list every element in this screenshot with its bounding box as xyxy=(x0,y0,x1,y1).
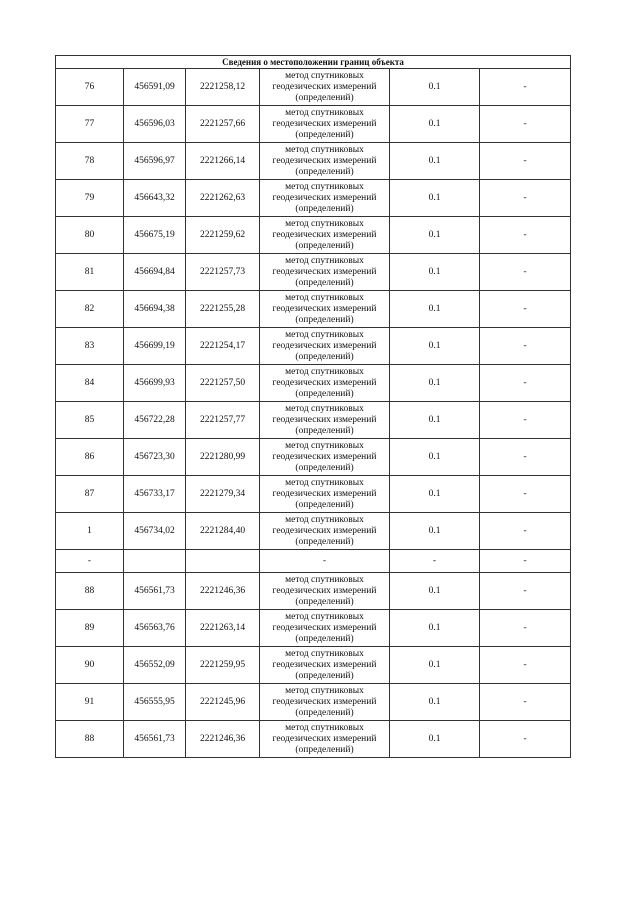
method-text-line2: геодезических измерений xyxy=(272,266,377,277)
table-row xyxy=(56,217,571,254)
accuracy-cell: 0.1 xyxy=(390,647,480,684)
method-text-line2: геодезических измерений xyxy=(272,488,377,499)
accuracy-cell: 0.1 xyxy=(390,476,480,513)
point-number-cell: 82 xyxy=(56,291,124,328)
y-coordinate-cell: 2221263,14 xyxy=(186,610,260,647)
x-coordinate-cell: 456694,38 xyxy=(124,291,186,328)
method-text-line2: геодезических измерений xyxy=(272,229,377,240)
description-cell: - xyxy=(480,513,571,550)
point-number-cell: 80 xyxy=(56,217,124,254)
x-coordinate-cell: 456699,93 xyxy=(124,365,186,402)
point-number-cell: 86 xyxy=(56,439,124,476)
point-number-cell: 89 xyxy=(56,610,124,647)
method-cell xyxy=(260,180,390,217)
method-text-line3: (определений) xyxy=(295,425,354,436)
y-coordinate-cell: 2221254,17 xyxy=(186,328,260,365)
method-text-line2: геодезических измерений xyxy=(272,377,377,388)
method-text-line2: геодезических измерений xyxy=(272,585,377,596)
method-text-line2: геодезических измерений xyxy=(272,451,377,462)
x-coordinate-cell: 456734,02 xyxy=(124,513,186,550)
method-text-line3: (определений) xyxy=(295,499,354,510)
description-cell: - xyxy=(480,476,571,513)
x-coordinate-cell: 456561,73 xyxy=(124,573,186,610)
y-coordinate-cell: 2221246,36 xyxy=(186,573,260,610)
method-cell xyxy=(260,143,390,180)
x-coordinate-cell xyxy=(124,550,186,573)
y-coordinate-cell: 2221257,73 xyxy=(186,254,260,291)
y-coordinate-cell: 2221259,95 xyxy=(186,647,260,684)
x-coordinate-cell: 456596,03 xyxy=(124,106,186,143)
method-cell xyxy=(260,254,390,291)
method-cell xyxy=(260,684,390,721)
table-body xyxy=(56,69,571,758)
description-cell: - xyxy=(480,647,571,684)
y-coordinate-cell: 2221257,77 xyxy=(186,402,260,439)
description-cell: - xyxy=(480,684,571,721)
x-coordinate-cell: 456643,32 xyxy=(124,180,186,217)
method-cell xyxy=(260,721,390,758)
accuracy-cell: 0.1 xyxy=(390,291,480,328)
x-coordinate-cell: 456563,76 xyxy=(124,610,186,647)
method-cell xyxy=(260,513,390,550)
table-row xyxy=(56,476,571,513)
table-row xyxy=(56,328,571,365)
method-cell xyxy=(260,610,390,647)
description-cell: - xyxy=(480,439,571,476)
x-coordinate-cell: 456723,30 xyxy=(124,439,186,476)
method-text-line2: геодезических измерений xyxy=(272,192,377,203)
description-cell: - xyxy=(480,106,571,143)
method-cell xyxy=(260,439,390,476)
method-text-line3: (определений) xyxy=(295,536,354,547)
table-row xyxy=(56,684,571,721)
point-number-cell: 88 xyxy=(56,573,124,610)
method-text-line2: геодезических измерений xyxy=(272,303,377,314)
method-text-line1: метод спутниковых xyxy=(285,514,364,525)
point-number-cell: 85 xyxy=(56,402,124,439)
accuracy-cell: 0.1 xyxy=(390,513,480,550)
y-coordinate-cell: 2221259,62 xyxy=(186,217,260,254)
table-row xyxy=(56,69,571,106)
method-text-line3: (определений) xyxy=(295,462,354,473)
x-coordinate-cell: 456591,09 xyxy=(124,69,186,106)
method-text-line2: геодезических измерений xyxy=(272,659,377,670)
x-coordinate-cell: 456555,95 xyxy=(124,684,186,721)
point-number-cell: 83 xyxy=(56,328,124,365)
method-text-line2: геодезических измерений xyxy=(272,118,377,129)
point-number-cell: 1 xyxy=(56,513,124,550)
method-text-line3: (определений) xyxy=(295,240,354,251)
x-coordinate-cell: 456694,84 xyxy=(124,254,186,291)
accuracy-cell: 0.1 xyxy=(390,402,480,439)
point-number-cell: 87 xyxy=(56,476,124,513)
description-cell: - xyxy=(480,217,571,254)
method-text-line1: метод спутниковых xyxy=(285,574,364,585)
method-text-line1: метод спутниковых xyxy=(285,292,364,303)
y-coordinate-cell: 2221280,99 xyxy=(186,439,260,476)
description-cell: - xyxy=(480,721,571,758)
y-coordinate-cell: 2221255,28 xyxy=(186,291,260,328)
point-number-cell: - xyxy=(56,550,124,573)
table-title-row xyxy=(56,56,571,69)
x-coordinate-cell: 456675,19 xyxy=(124,217,186,254)
table-row xyxy=(56,647,571,684)
accuracy-cell: 0.1 xyxy=(390,254,480,291)
table-row xyxy=(56,291,571,328)
method-text-line2: геодезических измерений xyxy=(272,733,377,744)
method-text-line1: метод спутниковых xyxy=(285,648,364,659)
method-text-line2: геодезических измерений xyxy=(272,696,377,707)
method-text-line1: метод спутниковых xyxy=(285,685,364,696)
table-row xyxy=(56,254,571,291)
x-coordinate-cell: 456699,19 xyxy=(124,328,186,365)
table-row xyxy=(56,573,571,610)
method-text-line1: метод спутниковых xyxy=(285,107,364,118)
method-text-line1: метод спутниковых xyxy=(285,440,364,451)
description-cell: - xyxy=(480,328,571,365)
method-cell xyxy=(260,573,390,610)
point-number-cell: 79 xyxy=(56,180,124,217)
method-cell xyxy=(260,402,390,439)
method-text-line3: (определений) xyxy=(295,314,354,325)
description-cell: - xyxy=(480,143,571,180)
point-number-cell: 77 xyxy=(56,106,124,143)
accuracy-cell: 0.1 xyxy=(390,610,480,647)
accuracy-cell: 0.1 xyxy=(390,69,480,106)
method-text-line3: (определений) xyxy=(295,351,354,362)
description-cell: - xyxy=(480,402,571,439)
method-text-line3: (определений) xyxy=(295,670,354,681)
accuracy-cell: 0.1 xyxy=(390,217,480,254)
method-cell xyxy=(260,69,390,106)
method-text-line3: (определений) xyxy=(295,166,354,177)
table-row xyxy=(56,402,571,439)
method-cell xyxy=(260,365,390,402)
method-text-line1: метод спутниковых xyxy=(285,477,364,488)
x-coordinate-cell: 456552,09 xyxy=(124,647,186,684)
method-text-line3: (определений) xyxy=(295,277,354,288)
accuracy-cell: 0.1 xyxy=(390,439,480,476)
y-coordinate-cell: 2221245,96 xyxy=(186,684,260,721)
y-coordinate-cell: 2221257,66 xyxy=(186,106,260,143)
method-text-line2: геодезических измерений xyxy=(272,340,377,351)
boundary-coordinates-table xyxy=(55,55,571,758)
method-text-line2: геодезических измерений xyxy=(272,622,377,633)
y-coordinate-cell xyxy=(186,550,260,573)
description-cell: - xyxy=(480,180,571,217)
method-cell xyxy=(260,647,390,684)
table-row xyxy=(56,180,571,217)
method-text-line1: метод спутниковых xyxy=(285,255,364,266)
method-text-line3: (определений) xyxy=(295,707,354,718)
method-cell: - xyxy=(260,550,390,573)
point-number-cell: 76 xyxy=(56,69,124,106)
method-cell xyxy=(260,106,390,143)
method-cell xyxy=(260,217,390,254)
table-row xyxy=(56,143,571,180)
y-coordinate-cell: 2221257,50 xyxy=(186,365,260,402)
accuracy-cell: 0.1 xyxy=(390,365,480,402)
accuracy-cell: 0.1 xyxy=(390,573,480,610)
method-cell xyxy=(260,328,390,365)
accuracy-cell: 0.1 xyxy=(390,328,480,365)
method-text-line1: метод спутниковых xyxy=(285,181,364,192)
x-coordinate-cell: 456733,17 xyxy=(124,476,186,513)
y-coordinate-cell: 2221279,34 xyxy=(186,476,260,513)
point-number-cell: 91 xyxy=(56,684,124,721)
x-coordinate-cell: 456596,97 xyxy=(124,143,186,180)
table-row xyxy=(56,106,571,143)
method-text-line2: геодезических измерений xyxy=(272,155,377,166)
method-text-line1: метод спутниковых xyxy=(285,722,364,733)
y-coordinate-cell: 2221266,14 xyxy=(186,143,260,180)
point-number-cell: 90 xyxy=(56,647,124,684)
point-number-cell: 78 xyxy=(56,143,124,180)
method-text-line2: геодезических измерений xyxy=(272,81,377,92)
y-coordinate-cell: 2221246,36 xyxy=(186,721,260,758)
point-number-cell: 81 xyxy=(56,254,124,291)
table-row xyxy=(56,365,571,402)
table-row xyxy=(56,610,571,647)
table-row xyxy=(56,721,571,758)
y-coordinate-cell: 2221262,63 xyxy=(186,180,260,217)
point-number-cell: 88 xyxy=(56,721,124,758)
accuracy-cell: 0.1 xyxy=(390,721,480,758)
method-text-line1: метод спутниковых xyxy=(285,366,364,377)
method-text-line3: (определений) xyxy=(295,203,354,214)
method-text-line1: метод спутниковых xyxy=(285,403,364,414)
description-cell: - xyxy=(480,291,571,328)
table-row xyxy=(56,439,571,476)
accuracy-cell: - xyxy=(390,550,480,573)
table-title: Сведения о местоположении границ объекта xyxy=(56,56,571,69)
description-cell: - xyxy=(480,365,571,402)
description-cell: - xyxy=(480,69,571,106)
y-coordinate-cell: 2221258,12 xyxy=(186,69,260,106)
method-text-line2: геодезических измерений xyxy=(272,525,377,536)
method-text-line1: метод спутниковых xyxy=(285,70,364,81)
separator-row xyxy=(56,550,571,573)
description-cell: - xyxy=(480,610,571,647)
method-cell xyxy=(260,476,390,513)
x-coordinate-cell: 456722,28 xyxy=(124,402,186,439)
accuracy-cell: 0.1 xyxy=(390,684,480,721)
method-text-line1: метод спутниковых xyxy=(285,144,364,155)
table-row xyxy=(56,513,571,550)
method-cell xyxy=(260,291,390,328)
method-text-line1: метод спутниковых xyxy=(285,329,364,340)
method-text-line3: (определений) xyxy=(295,129,354,140)
method-text-line3: (определений) xyxy=(295,92,354,103)
method-text-line1: метод спутниковых xyxy=(285,611,364,622)
description-cell: - xyxy=(480,550,571,573)
description-cell: - xyxy=(480,254,571,291)
method-text-line1: метод спутниковых xyxy=(285,218,364,229)
accuracy-cell: 0.1 xyxy=(390,180,480,217)
x-coordinate-cell: 456561,73 xyxy=(124,721,186,758)
method-text-line3: (определений) xyxy=(295,633,354,644)
method-text-line3: (определений) xyxy=(295,596,354,607)
accuracy-cell: 0.1 xyxy=(390,106,480,143)
y-coordinate-cell: 2221284,40 xyxy=(186,513,260,550)
method-text-line3: (определений) xyxy=(295,744,354,755)
description-cell: - xyxy=(480,573,571,610)
method-text-line3: (определений) xyxy=(295,388,354,399)
point-number-cell: 84 xyxy=(56,365,124,402)
accuracy-cell: 0.1 xyxy=(390,143,480,180)
method-text-line2: геодезических измерений xyxy=(272,414,377,425)
